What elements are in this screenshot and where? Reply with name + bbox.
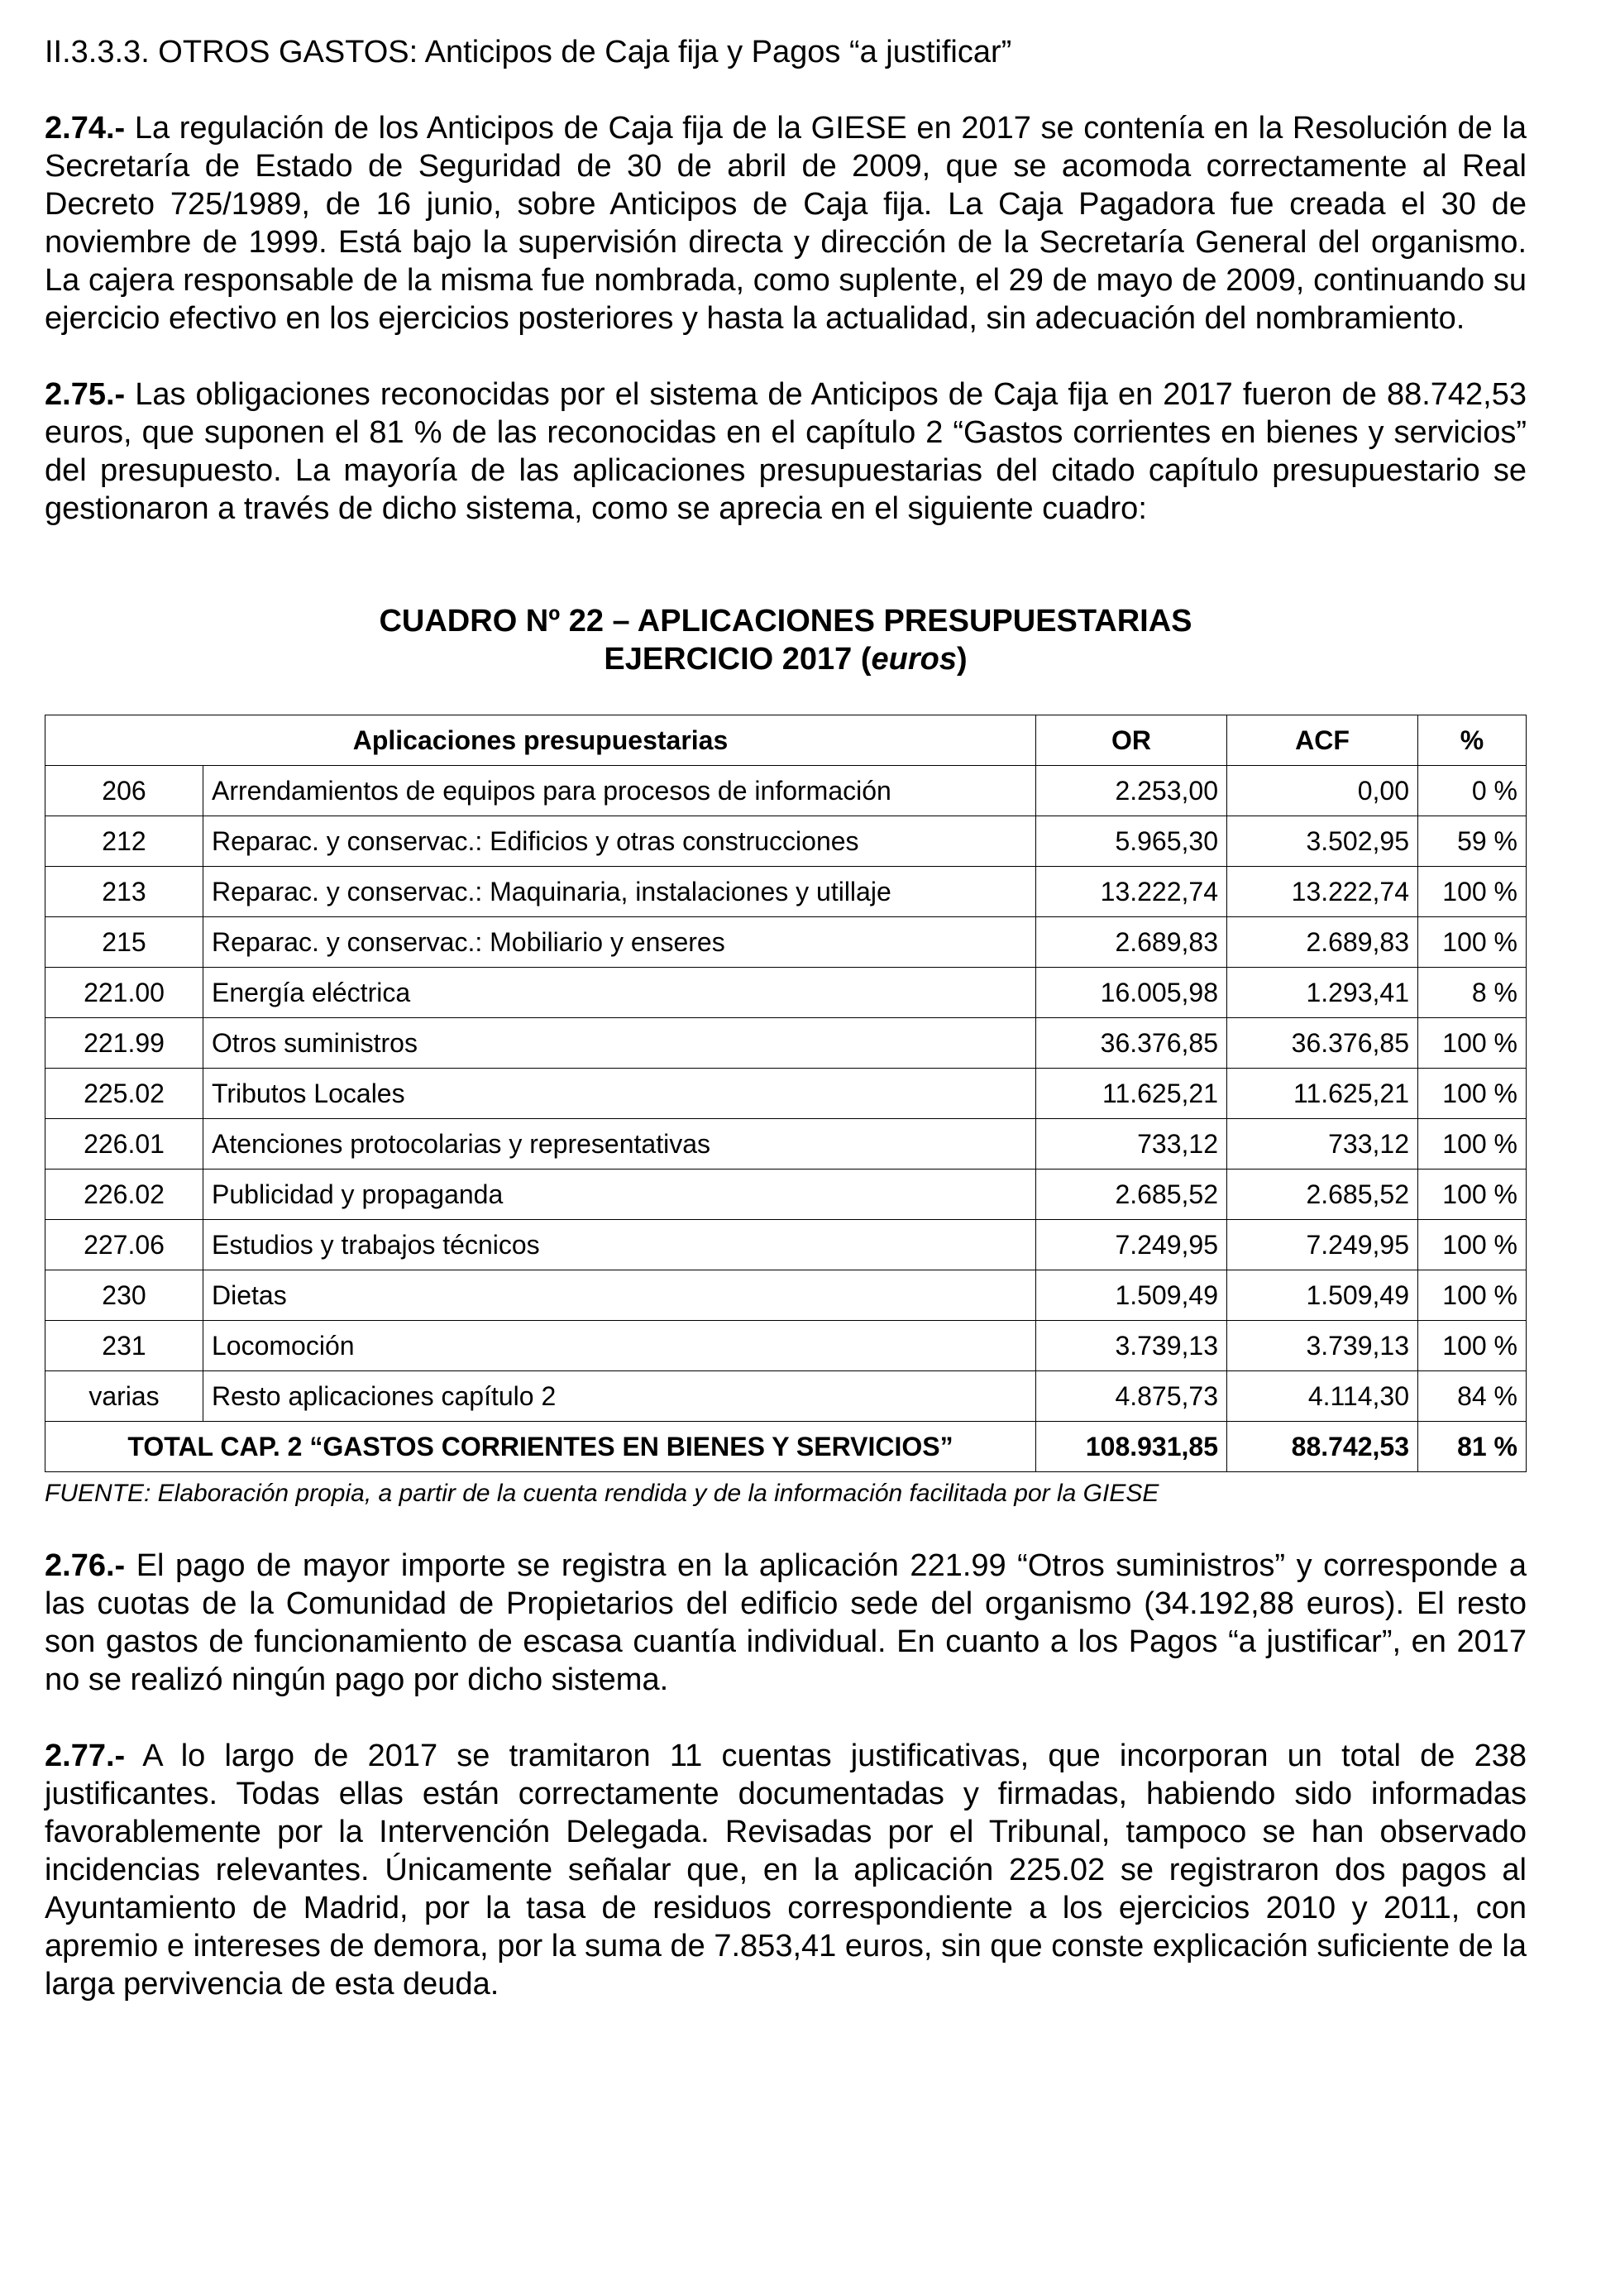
row-code: 227.06	[45, 1220, 203, 1270]
row-code: 221.00	[45, 968, 203, 1018]
paragraph-number: 2.76.-	[45, 1548, 126, 1583]
table-row	[45, 968, 1527, 1018]
table-row	[45, 1170, 1527, 1220]
row-acf: 1.509,49	[1227, 1270, 1418, 1321]
row-or: 13.222,74	[1036, 867, 1227, 917]
row-pct: 100 %	[1418, 1069, 1527, 1119]
table-row	[45, 1270, 1527, 1321]
document-page	[45, 33, 1527, 2041]
row-acf: 733,12	[1227, 1119, 1418, 1170]
paragraph-number: 2.74.-	[45, 111, 126, 146]
row-pct: 100 %	[1418, 1119, 1527, 1170]
row-or: 36.376,85	[1036, 1018, 1227, 1069]
caption-prefix: EJERCICIO 2017 (	[604, 642, 872, 677]
row-description: Otros suministros	[203, 1018, 1036, 1069]
row-pct: 8 %	[1418, 968, 1527, 1018]
row-pct: 100 %	[1418, 1220, 1527, 1270]
table-row	[45, 1069, 1527, 1119]
row-description: Locomoción	[203, 1321, 1036, 1371]
table-total-row	[45, 1422, 1527, 1472]
row-acf: 3.739,13	[1227, 1321, 1418, 1371]
total-or: 108.931,85	[1036, 1422, 1227, 1472]
table-row	[45, 917, 1527, 968]
paragraph-number: 2.77.-	[45, 1739, 126, 1773]
caption-unit: euros	[871, 642, 957, 677]
header-or: OR	[1036, 715, 1227, 766]
row-code: 206	[45, 766, 203, 816]
row-code: 215	[45, 917, 203, 968]
table-row	[45, 766, 1527, 816]
row-or: 11.625,21	[1036, 1069, 1227, 1119]
row-or: 1.509,49	[1036, 1270, 1227, 1321]
paragraph-number: 2.75.-	[45, 377, 126, 412]
row-acf: 7.249,95	[1227, 1220, 1418, 1270]
row-acf: 2.689,83	[1227, 917, 1418, 968]
row-description: Dietas	[203, 1270, 1036, 1321]
table-row	[45, 1119, 1527, 1170]
row-acf: 1.293,41	[1227, 968, 1418, 1018]
table-caption-line-2	[45, 640, 1527, 678]
row-pct: 100 %	[1418, 1018, 1527, 1069]
row-code: 226.01	[45, 1119, 203, 1170]
row-code: 213	[45, 867, 203, 917]
row-code: 230	[45, 1270, 203, 1321]
table-source-note: FUENTE: Elaboración propia, a partir de la cuenta rendida y de la información facilitada por la GIESE	[45, 1480, 1159, 1507]
row-acf: 4.114,30	[1227, 1371, 1418, 1422]
row-or: 5.965,30	[1036, 816, 1227, 867]
row-code: 221.99	[45, 1018, 203, 1069]
row-acf: 3.502,95	[1227, 816, 1418, 867]
row-code: 212	[45, 816, 203, 867]
paragraph-text: El pago de mayor importe se registra en la aplicación 221.99 “Otros suministros” y corresponde a las cuotas de la Comunidad de Propietarios del edificio sede del organismo (34.192,88 euros). El resto son gastos de funcionamiento de escasa cuantía individual. En cuanto a los Pagos “a justificar”, en 2017 no se realizó ningún pago por dicho sistema.	[45, 1548, 1527, 1697]
paragraph-2-76	[45, 1547, 1527, 1699]
section-heading: II.3.3.3. OTROS GASTOS: Anticipos de Caja fija y Pagos “a justificar”	[45, 35, 1012, 69]
paragraph-2-77	[45, 1737, 1527, 2003]
row-description: Estudios y trabajos técnicos	[203, 1220, 1036, 1270]
table-caption-line-1: CUADRO Nº 22 – APLICACIONES PRESUPUESTARIAS	[379, 604, 1192, 639]
table-row	[45, 867, 1527, 917]
paragraph-2-74	[45, 109, 1527, 337]
row-description: Tributos Locales	[203, 1069, 1036, 1119]
row-or: 3.739,13	[1036, 1321, 1227, 1371]
row-code: 231	[45, 1321, 203, 1371]
table-row	[45, 1371, 1527, 1422]
row-acf: 11.625,21	[1227, 1069, 1418, 1119]
row-description: Atenciones protocolarias y representativas	[203, 1119, 1036, 1170]
header-aplicaciones: Aplicaciones presupuestarias	[45, 715, 1036, 766]
row-description: Reparac. y conservac.: Maquinaria, instalaciones y utillaje	[203, 867, 1036, 917]
paragraph-text: A lo largo de 2017 se tramitaron 11 cuentas justificativas, que incorporan un total de 238 justificantes. Todas ellas están correctamente documentadas y firmadas, habiendo sido informadas favorablemente por la Intervención Delegada. Revisadas por el Tribunal, tampoco se han observado incidencias relevantes. Únicamente señalar que, en la aplicación 225.02 se registraron dos pagos al Ayuntamiento de Madrid, por la tasa de residuos correspondiente a los ejercicios 2010 y 2011, con apremio e intereses de demora, por la suma de 7.853,41 euros, sin que conste explicación suficiente de la larga pervivencia de esta deuda.	[45, 1739, 1527, 2002]
row-code: 226.02	[45, 1170, 203, 1220]
header-acf: ACF	[1227, 715, 1418, 766]
row-pct: 100 %	[1418, 1270, 1527, 1321]
total-acf: 88.742,53	[1227, 1422, 1418, 1472]
row-acf: 2.685,52	[1227, 1170, 1418, 1220]
row-description: Publicidad y propaganda	[203, 1170, 1036, 1220]
table-row	[45, 816, 1527, 867]
row-or: 7.249,95	[1036, 1220, 1227, 1270]
paragraph-text: La regulación de los Anticipos de Caja fija de la GIESE en 2017 se contenía en la Resolución de la Secretaría de Estado de Seguridad de 30 de abril de 2009, que se acomoda correctamente al Real Decreto 725/1989, de 16 junio, sobre Anticipos de Caja fija. La Caja Pagadora fue creada el 30 de noviembre de 1999. Está bajo la supervisión directa y dirección de la Secretaría General del organismo. La cajera responsable de la misma fue nombrada, como suplente, el 29 de mayo de 2009, continuando su ejercicio efectivo en los ejercicios posteriores y hasta la actualidad, sin adecuación del nombramiento.	[45, 111, 1527, 336]
row-or: 2.685,52	[1036, 1170, 1227, 1220]
row-pct: 0 %	[1418, 766, 1527, 816]
row-code: varias	[45, 1371, 203, 1422]
table-header-row	[45, 715, 1527, 766]
row-acf: 36.376,85	[1227, 1018, 1418, 1069]
row-or: 2.253,00	[1036, 766, 1227, 816]
total-pct: 81 %	[1418, 1422, 1527, 1472]
total-label: TOTAL CAP. 2 “GASTOS CORRIENTES EN BIENES Y SERVICIOS”	[45, 1422, 1036, 1472]
row-pct: 100 %	[1418, 1170, 1527, 1220]
row-acf: 0,00	[1227, 766, 1418, 816]
paragraph-2-75	[45, 375, 1527, 528]
table-row	[45, 1220, 1527, 1270]
row-description: Arrendamientos de equipos para procesos de información	[203, 766, 1036, 816]
table-row	[45, 1018, 1527, 1069]
caption-suffix: )	[956, 642, 968, 677]
row-or: 4.875,73	[1036, 1371, 1227, 1422]
row-pct: 100 %	[1418, 867, 1527, 917]
row-pct: 59 %	[1418, 816, 1527, 867]
row-pct: 100 %	[1418, 917, 1527, 968]
row-or: 16.005,98	[1036, 968, 1227, 1018]
header-pct: %	[1418, 715, 1527, 766]
paragraph-text: Las obligaciones reconocidas por el sistema de Anticipos de Caja fija en 2017 fueron de 88.742,53 euros, que suponen el 81 % de las reconocidas en el capítulo 2 “Gastos corrientes en bienes y servicios” del presupuesto. La mayoría de las aplicaciones presupuestarias del citado capítulo presupuestario se gestionaron a través de dicho sistema, como se aprecia en el siguiente cuadro:	[45, 377, 1527, 526]
row-description: Reparac. y conservac.: Mobiliario y enseres	[203, 917, 1036, 968]
row-or: 733,12	[1036, 1119, 1227, 1170]
budget-applications-table	[45, 715, 1527, 1472]
row-description: Resto aplicaciones capítulo 2	[203, 1371, 1036, 1422]
row-or: 2.689,83	[1036, 917, 1227, 968]
row-code: 225.02	[45, 1069, 203, 1119]
row-pct: 100 %	[1418, 1321, 1527, 1371]
row-description: Reparac. y conservac.: Edificios y otras construcciones	[203, 816, 1036, 867]
table-row	[45, 1321, 1527, 1371]
row-pct: 84 %	[1418, 1371, 1527, 1422]
row-acf: 13.222,74	[1227, 867, 1418, 917]
table-caption	[45, 602, 1527, 678]
row-description: Energía eléctrica	[203, 968, 1036, 1018]
